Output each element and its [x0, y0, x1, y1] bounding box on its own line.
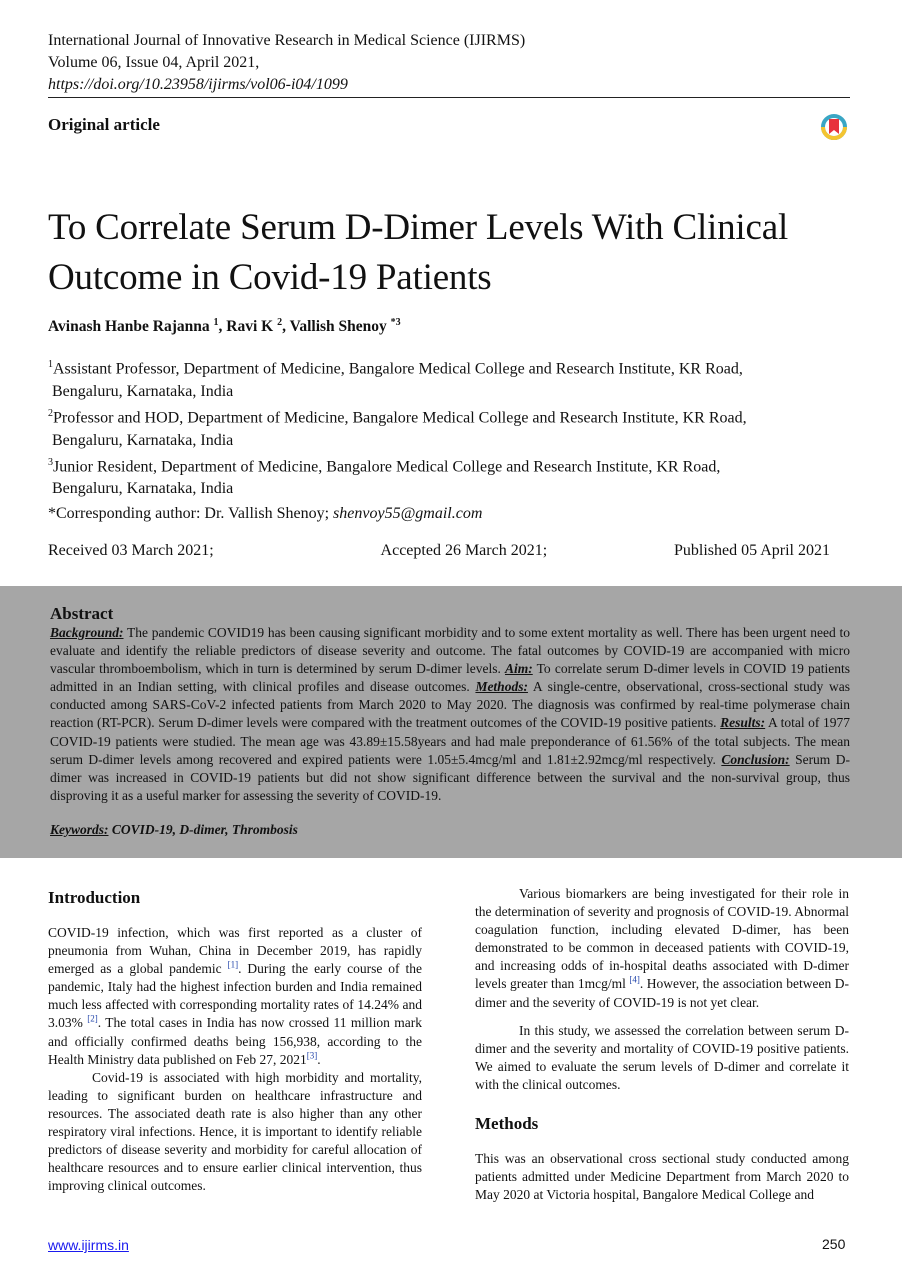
journal-header [48, 30, 525, 96]
publication-dates [48, 542, 830, 560]
author-list [48, 317, 401, 336]
background-label: Background: [50, 625, 124, 640]
affiliation-location: Bengaluru, Karnataka, India [52, 480, 234, 498]
introduction-heading: Introduction [48, 888, 141, 907]
methods-heading: Methods [475, 1114, 539, 1134]
journal-website-link[interactable]: www.ijirms.in [48, 1237, 129, 1253]
citation-link[interactable]: [1] [227, 959, 239, 970]
abstract-section [0, 586, 902, 858]
methods-text: A single-centre, observational, cross-sectional study was conducted among SARS-CoV-2 infected patients from March 2020 to May 2020. The diagnosis was confirmed by real-time polymerase chain reaction (RT-PCR). Serum D-dimer levels were compared with the treatment outcomes of the COVID-19 positive patients. [50, 679, 850, 731]
keywords-text: COVID-19, D-dimer, Thrombosis [108, 821, 298, 837]
affiliation-text: Assistant Professor, Department of Medicine, Bangalore Medical College and Research Institute, KR Road, [53, 360, 743, 378]
keywords [50, 821, 850, 839]
author-affiliation-mark: 2 [277, 317, 283, 328]
right-column [475, 885, 849, 1204]
author-separator: , [282, 318, 290, 336]
published-date: Published 05 April 2021 [673, 542, 830, 559]
introduction-paragraph: Covid-19 is associated with high morbidity and mortality, leading to significant burden on healthcare infrastructure and resources. The associated death rate is also higher than any other respiratory viral infections. Hence, it is important to identify reliable predictors of disease severity and morbidity for careful allocation of healthcare resources and to ensure earlier clinical intervention, thus improving clinical outcomes. [48, 1069, 422, 1194]
page-number: 250 [822, 1236, 846, 1252]
affiliation-text: Junior Resident, Department of Medicine, Bangalore Medical College and Research Institute, KR Road, [53, 458, 721, 476]
received-date: Received 03 March 2021; [48, 542, 214, 559]
volume-issue: Volume 06, Issue 04, April 2021, [48, 54, 260, 71]
conclusion-label: Conclusion: [721, 751, 790, 767]
affiliation-number: 2 [48, 407, 53, 419]
background-text: The pandemic COVID19 has been causing significant morbidity and to some extent mortality as well. There has been urgent need to evaluate and identify the reliable predictors of disease severity and outcome. The fatal outcomes by COVID-19 are accompanied with micro vascular thromboembolism, which in turn is determined by serum D-dimer levels. [50, 625, 850, 677]
abstract-heading: Abstract [50, 604, 114, 623]
citation-link[interactable]: [3] [306, 1050, 318, 1061]
introduction-paragraph: In this study, we assessed the correlation between serum D-dimer and the severity and mortality of COVID-19 positive patients. We aimed to evaluate the serum levels of D-dimer and correlate it with the clinical outcomes. [475, 1022, 849, 1092]
left-column [48, 888, 422, 1195]
affiliation-text: Professor and HOD, Department of Medicine, Bangalore Medical College and Research Institute, KR Road, [53, 409, 747, 427]
author-affiliation-mark: *3 [390, 317, 401, 328]
affiliation-item [48, 403, 848, 430]
conclusion-text: Serum D-dimer was increased in COVID-19 patients but did not show significant difference between the survival and the non-survival group, thus disproving it as a useful marker for assessing the severity of COVID-19. [50, 751, 850, 803]
introduction-paragraph: Various biomarkers are being investigated for their role in the determination of severity and prognosis of COVID-19. Abnormal coagulation function, including elevated D-dimer, has been demonstrated to be common in deceased patients with COVID-19, and increasing odds of in-hospital deaths associated with D-dimer levels greater than 1mcg/ml [4]. However, the association between D-dimer and the severity of COVID-19 is not yet clear. [475, 886, 849, 1010]
aim-label: Aim: [504, 661, 533, 677]
corresponding-author [48, 505, 482, 523]
results-text: A total of 1977 COVID-19 patients were studied. The mean age was 43.89±15.58years and had male preponderance of 61.56% of the total subjects. The mean serum D-dimer levels among recovered and expired patients were 1.05±5.4mcg/ml and 1.81±2.92mcg/ml respectively. [50, 715, 850, 767]
introduction-paragraph: COVID-19 infection, which was first reported as a cluster of pneumonia from Wuhan, China in December 2019, has rapidly emerged as a global pandemic [1]. During the early course of the pandemic, Italy had the highest infection burden and India remained much less affected with corresponding mortality rates of 14.24% and 3.03% [2]. The total cases in India has now crossed 11 million mark and officially confirmed deaths being 156,938, according to the Health Ministry data published on Feb 27, 2021[3]. [48, 925, 422, 1067]
header-divider [48, 97, 850, 98]
results-label: Results: [720, 715, 766, 731]
keywords-label: Keywords: [50, 821, 109, 837]
article-type: Original article [48, 115, 160, 134]
affiliation-item [48, 452, 848, 479]
aim-text: To correlate serum D-dimer levels in COVID 19 patients admitted in an Indian setting, with clinical profiles and disease outcomes. [50, 661, 850, 695]
affiliation-location: Bengaluru, Karnataka, India [52, 382, 234, 400]
journal-name: International Journal of Innovative Research in Medical Science (IJIRMS) [48, 32, 526, 49]
methods-paragraph: This was an observational cross sectional study conducted among patients admitted under Medicine Department from March 2020 to May 2020 at Victoria hospital, Bangalore Medical College and [475, 1151, 849, 1203]
author-name: Vallish Shenoy [289, 318, 387, 336]
affiliation-location: Bengaluru, Karnataka, India [52, 431, 234, 449]
affiliation-number: 3 [48, 456, 53, 468]
author-separator: , [218, 318, 227, 336]
corresponding-label: *Corresponding author: Dr. Vallish Shenoy; [48, 505, 334, 522]
affiliation-number: 1 [48, 359, 53, 370]
author-name: Ravi K [226, 318, 274, 336]
citation-link[interactable]: [2] [87, 1013, 98, 1024]
affiliation-item [48, 354, 848, 381]
article-title: To Correlate Serum D-Dimer Levels With Clinical Outcome in Covid-19 Patients [48, 207, 789, 298]
methods-label: Methods: [475, 679, 528, 695]
author-affiliation-mark: 1 [213, 317, 219, 328]
corresponding-email[interactable]: shenvoy55@gmail.com [333, 505, 483, 522]
crossmark-bookmark-icon[interactable] [820, 113, 848, 141]
affiliations [48, 354, 848, 501]
author-name: Avinash Hanbe Rajanna [48, 318, 210, 336]
accepted-date: Accepted 26 March 2021; [380, 542, 548, 559]
doi-link[interactable]: https://doi.org/10.23958/ijirms/vol06-i04/1099 [48, 76, 348, 93]
abstract-body [50, 624, 850, 805]
citation-link[interactable]: [4] [629, 974, 640, 985]
